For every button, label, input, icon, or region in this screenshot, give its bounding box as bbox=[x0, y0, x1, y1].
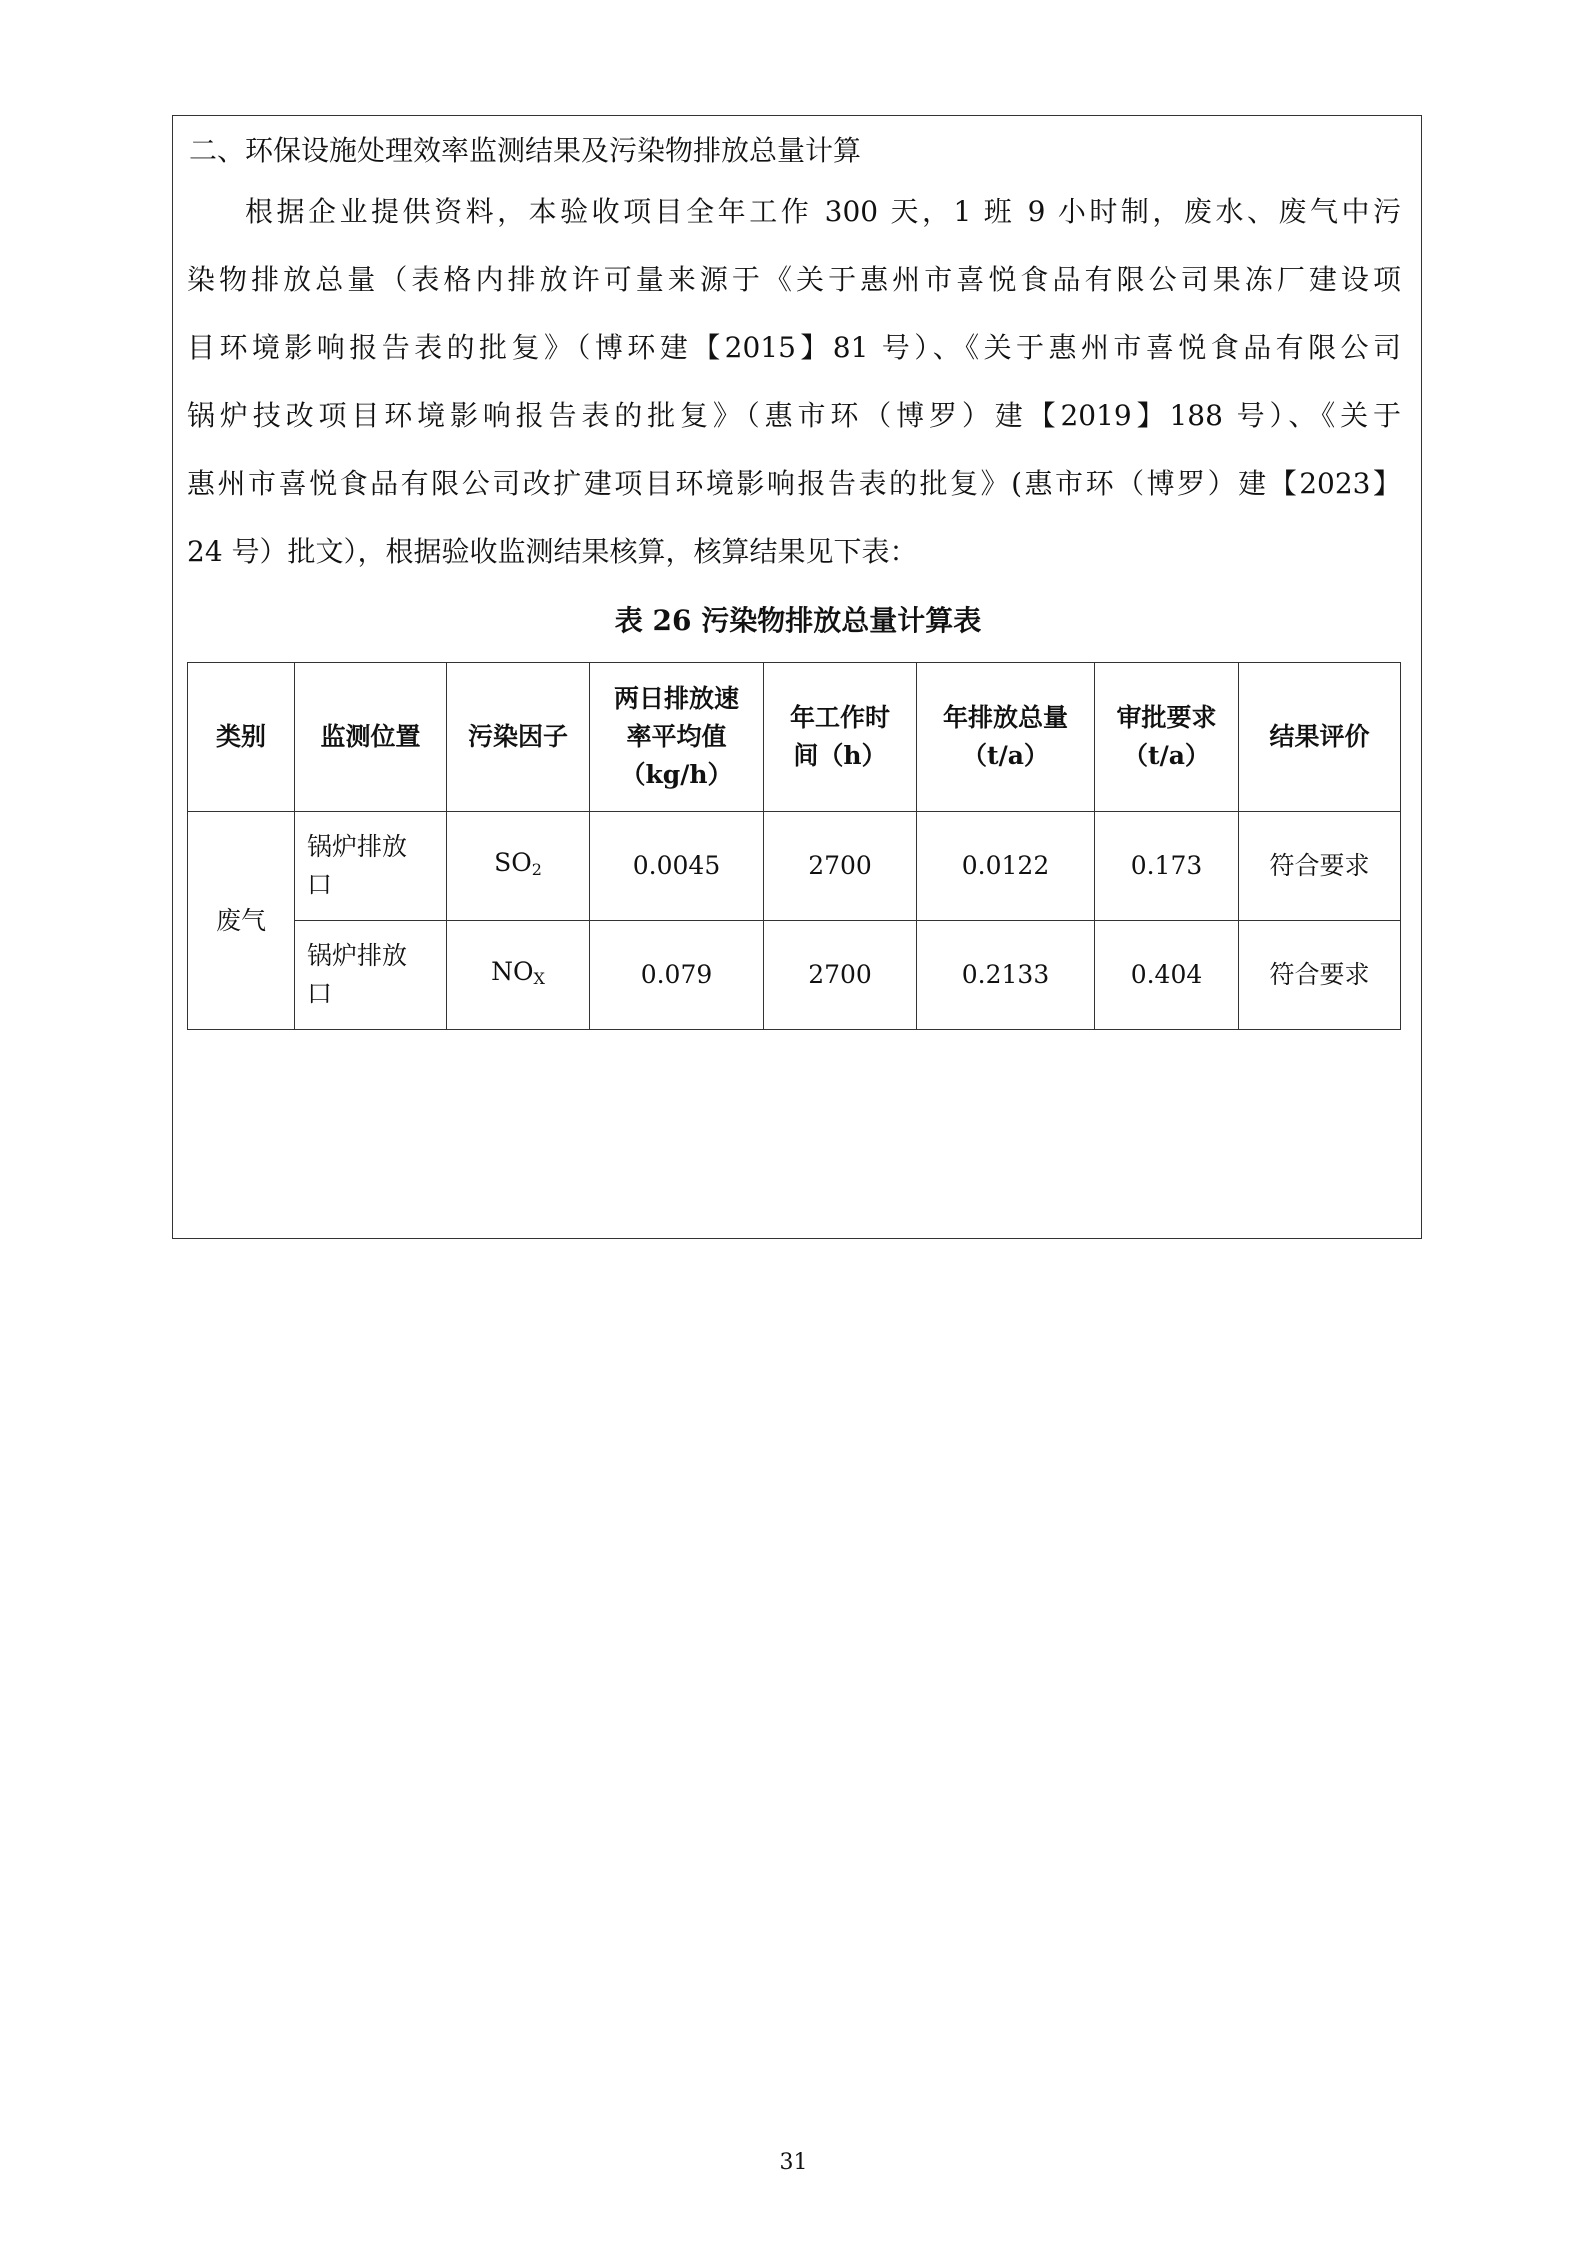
category-cell: 废气 bbox=[188, 812, 295, 1030]
paragraph-line: 目环境影响报告表的批复》（博环建【2015】81 号）、《关于惠州市喜悦食品有限公司 bbox=[187, 331, 1401, 364]
header-category: 类别 bbox=[188, 663, 295, 812]
table-row bbox=[188, 921, 1401, 1030]
paragraph-line: 锅炉技改项目环境影响报告表的批复》（惠市环（博罗）建【2019】188 号）、《关于 bbox=[187, 399, 1401, 432]
header-rate-line: 率平均值 bbox=[626, 722, 727, 751]
header-rate bbox=[590, 663, 764, 812]
content-frame bbox=[172, 115, 1422, 1239]
header-approved-line: 审批要求 bbox=[1116, 703, 1217, 732]
pollutant-cell bbox=[447, 812, 590, 921]
table-row bbox=[188, 812, 1401, 921]
emission-total-table bbox=[187, 662, 1401, 1030]
pollutant-subscript: 2 bbox=[531, 859, 542, 879]
pollutant-formula: NO bbox=[491, 956, 534, 986]
total-cell: 0.2133 bbox=[917, 921, 1095, 1030]
table-caption: 表 26 污染物排放总量计算表 bbox=[614, 604, 982, 637]
location-cell bbox=[295, 921, 447, 1030]
header-rate-line: 两日排放速 bbox=[613, 684, 739, 713]
location-line: 口 bbox=[307, 870, 333, 899]
header-total-line: 年排放总量 bbox=[942, 703, 1068, 732]
header-pollutant: 污染因子 bbox=[447, 663, 590, 812]
header-hours bbox=[764, 663, 917, 812]
location-line: 锅炉排放 bbox=[307, 832, 408, 861]
location-line: 口 bbox=[307, 979, 333, 1008]
rate-cell: 0.079 bbox=[590, 921, 764, 1030]
approved-cell: 0.173 bbox=[1095, 812, 1239, 921]
header-result: 结果评价 bbox=[1239, 663, 1401, 812]
pollutant-cell bbox=[447, 921, 590, 1030]
approved-cell: 0.404 bbox=[1095, 921, 1239, 1030]
header-hours-line: 年工作时 bbox=[789, 703, 890, 732]
hours-cell: 2700 bbox=[764, 812, 917, 921]
header-rate-line: （kg/h） bbox=[620, 760, 733, 789]
table-header-row bbox=[188, 663, 1401, 812]
paragraph-line: 惠州市喜悦食品有限公司改扩建项目环境影响报告表的批复》(惠市环（博罗）建【2023】 bbox=[187, 467, 1401, 500]
header-total bbox=[917, 663, 1095, 812]
total-cell: 0.0122 bbox=[917, 812, 1095, 921]
result-cell: 符合要求 bbox=[1239, 812, 1401, 921]
page-number: 31 bbox=[779, 2150, 808, 2175]
header-approved bbox=[1095, 663, 1239, 812]
header-hours-line: 间（h） bbox=[793, 741, 887, 770]
header-approved-line: （t/a） bbox=[1123, 741, 1210, 770]
header-location: 监测位置 bbox=[295, 663, 447, 812]
pollutant-formula: SO bbox=[494, 847, 532, 877]
pollutant-subscript: X bbox=[533, 968, 545, 988]
section-heading: 二、环保设施处理效率监测结果及污染物排放总量计算 bbox=[189, 134, 862, 167]
hours-cell: 2700 bbox=[764, 921, 917, 1030]
paragraph-line: 染物排放总量（表格内排放许可量来源于《关于惠州市喜悦食品有限公司果冻厂建设项 bbox=[187, 263, 1401, 296]
rate-cell: 0.0045 bbox=[590, 812, 764, 921]
header-total-line: （t/a） bbox=[962, 741, 1049, 770]
location-cell bbox=[295, 812, 447, 921]
body-paragraph bbox=[187, 178, 1401, 586]
result-cell: 符合要求 bbox=[1239, 921, 1401, 1030]
paragraph-line: 根据企业提供资料，本验收项目全年工作 300 天，1 班 9 小时制，废水、废气中污 bbox=[245, 195, 1401, 228]
location-line: 锅炉排放 bbox=[307, 941, 408, 970]
paragraph-line: 24 号）批文），根据验收监测结果核算，核算结果见下表： bbox=[187, 535, 918, 568]
